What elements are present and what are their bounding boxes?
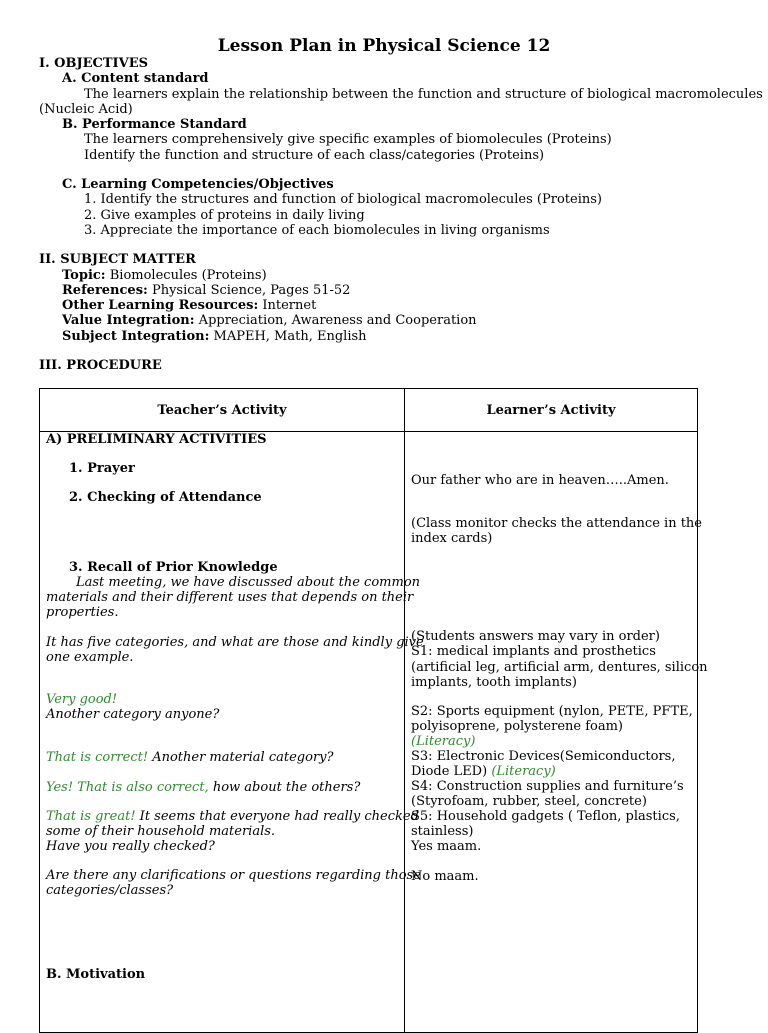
- competency-item: 3. Appreciate the importance of each biomolecules in living organisms: [84, 223, 550, 238]
- competencies-label: C. Learning Competencies/Objectives: [62, 177, 334, 192]
- learner-text: No maam.: [411, 869, 479, 884]
- learner-text: S5: Household gadgets ( Teflon, plastics,: [411, 809, 680, 824]
- performance-standard-label: B. Performance Standard: [62, 117, 247, 132]
- attendance-item: 2. Checking of Attendance: [69, 490, 262, 505]
- question-text: one example.: [46, 650, 134, 665]
- learner-text: polyisoprene, polysterene foam): [411, 719, 623, 734]
- praise-question-text: That is correct! Another material category?: [46, 750, 334, 765]
- procedure-table: [39, 388, 708, 1033]
- learner-text: S1: medical implants and prosthetics: [411, 644, 656, 659]
- literacy-tag: (Literacy): [491, 764, 556, 779]
- learner-text: S4: Construction supplies and furniture’s: [411, 779, 684, 794]
- subject-row-resources: Other Learning Resources: Internet: [62, 298, 317, 313]
- learner-text: Yes maam.: [411, 839, 482, 854]
- competency-item: 1. Identify the structures and function of biological macromolecules (Proteins): [84, 192, 602, 207]
- learner-activity-cell: [405, 432, 708, 1033]
- recall-text: properties.: [46, 605, 119, 620]
- question-text: It has five categories, and what are those and kindly give: [46, 635, 424, 650]
- praise-question-text: That is great! It seems that everyone had really checked: [46, 809, 419, 824]
- performance-standard-text-2: Identify the function and structure of each class/categories (Proteins): [84, 148, 545, 163]
- recall-text: Last meeting, we have discussed about the common: [76, 575, 421, 590]
- learner-text: stainless): [411, 824, 474, 839]
- page-title: Lesson Plan in Physical Science 12: [217, 36, 551, 56]
- praise-question-text: Yes! That is also correct, how about the others?: [46, 780, 361, 795]
- recall-item: 3. Recall of Prior Knowledge: [69, 560, 278, 575]
- teacher-column-header: Teacher’s Activity: [40, 389, 405, 432]
- question-text: some of their household materials.: [46, 824, 276, 839]
- subject-row-references: References: Physical Science, Pages 51-52: [62, 283, 351, 298]
- learner-text: S2: Sports equipment (nylon, PETE, PFTE,: [411, 704, 693, 719]
- learner-text: (Class monitor checks the attendance in the: [411, 516, 702, 531]
- literacy-tag: (Literacy): [411, 734, 476, 749]
- question-text: Have you really checked?: [46, 839, 215, 854]
- question-text: Are there any clarifications or questions regarding those: [46, 868, 421, 883]
- subject-row-integration: Subject Integration: MAPEH, Math, English: [62, 329, 367, 344]
- subject-matter-heading: II. SUBJECT MATTER: [39, 252, 196, 267]
- question-text: categories/classes?: [46, 883, 174, 898]
- learner-column-header: Learner’s Activity: [405, 389, 698, 432]
- content-standard-text-cont: (Nucleic Acid): [39, 102, 133, 117]
- learner-text: index cards): [411, 531, 493, 546]
- question-text: Another category anyone?: [46, 707, 220, 722]
- content-standard-label: A. Content standard: [62, 71, 209, 86]
- objectives-heading: I. OBJECTIVES: [39, 56, 148, 71]
- performance-standard-text: The learners comprehensively give specific examples of biomolecules (Proteins): [84, 132, 612, 147]
- learner-text: Our father who are in heaven…..Amen.: [411, 473, 669, 488]
- learner-text: implants, tooth implants): [411, 675, 577, 690]
- subject-row-topic: Topic: Biomolecules (Proteins): [62, 268, 267, 283]
- learner-text: (Styrofoam, rubber, steel, concrete): [411, 794, 647, 809]
- learner-text: S3: Electronic Devices(Semiconductors,: [411, 749, 676, 764]
- content-standard-text: The learners explain the relationship between the function and structure of biological macromolecules: [84, 87, 763, 102]
- learner-text: (artificial leg, artificial arm, dentures, silicon: [411, 660, 708, 675]
- learner-text: (Students answers may vary in order): [411, 629, 660, 644]
- teacher-activity-cell: [40, 432, 424, 1033]
- subject-row-values: Value Integration: Appreciation, Awareness and Cooperation: [62, 313, 477, 328]
- praise-text: Very good!: [46, 692, 118, 707]
- procedure-heading: III. PROCEDURE: [39, 358, 162, 373]
- prelim-heading: A) PRELIMINARY ACTIVITIES: [46, 432, 267, 447]
- prayer-item: 1. Prayer: [69, 461, 135, 476]
- competency-item: 2. Give examples of proteins in daily living: [84, 208, 365, 223]
- learner-text: Diode LED) (Literacy): [411, 764, 556, 779]
- recall-text: materials and their different uses that depends on their: [46, 590, 414, 605]
- motivation-heading: B. Motivation: [46, 967, 146, 982]
